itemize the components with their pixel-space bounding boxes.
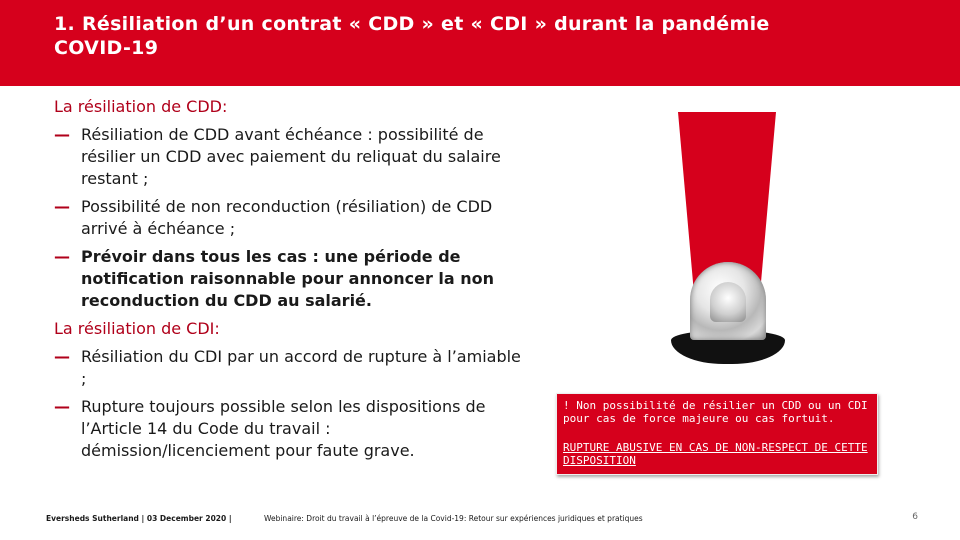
list-item (54, 346, 524, 390)
exclamation-dome-highlight (710, 282, 746, 322)
footer (46, 514, 926, 528)
footer-firm-date: Eversheds Sutherland | 03 December 2020 | (46, 514, 232, 523)
list-item-text: Possibilité de non reconduction (résiliation) de CDD arrivé à échéance ; (81, 197, 493, 238)
list-item-text: Résiliation du CDI par un accord de rupture à l’amiable ; (81, 347, 521, 388)
callout-text: ! Non possibilité de résilier un CDD ou un CDI pour cas de force majeure ou cas fortuit. (563, 399, 868, 425)
list-item (54, 396, 524, 462)
section-heading-cdd: La résiliation de CDD: (54, 97, 228, 116)
list-item (54, 196, 524, 240)
dash-bullet-icon: — (54, 247, 70, 266)
dash-bullet-icon: — (54, 397, 70, 416)
list-item-text: Prévoir dans tous les cas : une période de notification raisonnable pour annoncer la non reconduction du CDD au salarié. (81, 247, 495, 310)
page-title: 1. Résiliation d’un contrat « CDD » et « CDI » durant la pandémie COVID-19 (54, 13, 770, 59)
list-item-text: Résiliation de CDD avant échéance : possibilité de résilier un CDD avec paiement du reliquat du salaire restant ; (81, 125, 501, 188)
page-number: 6 (912, 512, 918, 522)
title-banner (0, 0, 960, 86)
cdd-bullet-list (54, 124, 524, 312)
section-heading-cdi: La résiliation de CDI: (54, 319, 220, 338)
main-content (54, 96, 524, 468)
list-item-text: Rupture toujours possible selon les dispositions de l’Article 14 du Code du travail : démission/licenciement pour faute grave. (81, 397, 486, 460)
cdi-bullet-list (54, 346, 524, 462)
callout-warning-text: RUPTURE ABUSIVE EN CAS DE NON-RESPECT DE CETTE DISPOSITION (563, 441, 868, 467)
dash-bullet-icon: — (54, 197, 70, 216)
dash-bullet-icon: — (54, 125, 70, 144)
list-item (54, 246, 524, 312)
footer-webinar-title: Webinaire: Droit du travail à l’épreuve de la Covid-19: Retour sur expériences juridiques et pratiques (264, 514, 643, 523)
dash-bullet-icon: — (54, 347, 70, 366)
warning-callout (556, 393, 878, 475)
list-item (54, 124, 524, 190)
